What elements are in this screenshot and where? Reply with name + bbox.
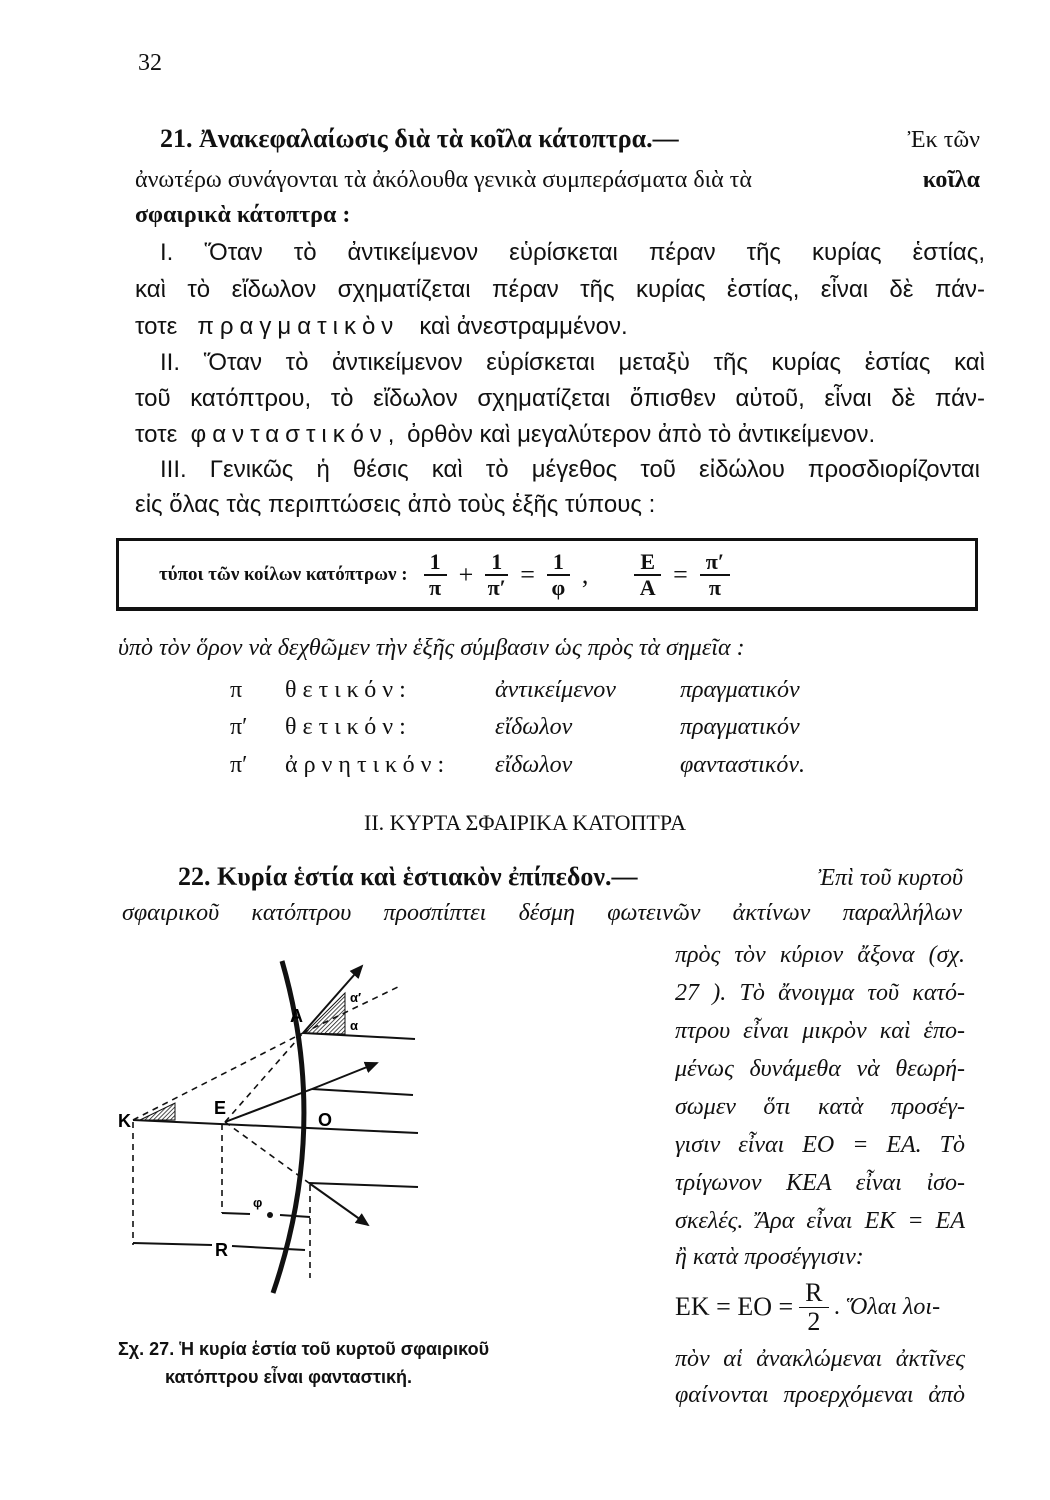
text: Ἐπὶ τοῦ κυρτοῦ — [818, 865, 963, 891]
label-O: O — [318, 1110, 333, 1130]
denominator: 2 — [807, 1306, 821, 1336]
what: εἴδωλον — [495, 752, 573, 778]
figure-caption-line-1: Σχ. 27. Ἡ κυρία ἑστία τοῦ κυρτοῦ σφαιρικοῦ — [118, 1339, 490, 1359]
denominator: π — [708, 575, 721, 600]
text-line: ἢ κατὰ προσέγγισιν: — [675, 1244, 864, 1270]
text: τοτε — [135, 313, 178, 340]
text: ΕΚ = ΕΟ = — [675, 1292, 794, 1321]
denominator: A — [639, 575, 656, 600]
what: ἀντικείμενον — [495, 677, 616, 703]
text-line: σφαιρικοῦ κατόπτρου προσπίπτει δέσμη φωτεινῶν ἀκτίνων παραλλήλων — [122, 900, 962, 926]
label-alpha-prime: α′ — [350, 990, 362, 1005]
text: . Ὅλαι λοι- — [834, 1294, 941, 1320]
equals-sign: = — [520, 560, 535, 589]
text-line: φαίνονται προερχόμεναι ἀπὸ — [675, 1382, 965, 1408]
sign: θετικόν: — [285, 677, 412, 703]
symbol: π′ — [230, 714, 248, 740]
page-number: 32 — [138, 50, 162, 76]
text: τοτε — [135, 421, 178, 448]
what: εἴδωλον — [495, 714, 573, 740]
text: πραγματικὸν — [197, 313, 400, 340]
equals-sign: = — [673, 560, 688, 589]
text-line: πὸν αἱ ἀνακλώμεναι ἀκτῖνες — [675, 1346, 965, 1372]
symbol: π′ — [230, 752, 248, 778]
denominator: π — [429, 575, 442, 600]
denominator: φ — [551, 575, 566, 600]
text-line: σωμεν ὅτι κατὰ προσέγ- — [675, 1094, 965, 1120]
numerator: π′ — [700, 550, 730, 576]
text: ὀρθὸν καὶ μεγαλύτερον ἀπὸ τὸ ἀντικείμενον. — [407, 421, 876, 448]
formula-label: τύποι τῶν κοίλων κατόπτρων : — [159, 564, 408, 585]
text: κοῖλα — [922, 167, 980, 193]
text-line: II. Ὅταν τὸ ἀντικείμενον εὑρίσκεται μεταξὺ τῆς κυρίας ἑστίας καὶ — [160, 349, 985, 376]
numerator: 1 — [547, 550, 570, 576]
text-line: μένως δυνάμεθα νὰ θεωρή- — [675, 1056, 965, 1082]
text-line: 27 ). Τὸ ἄνοιγμα τοῦ κατό- — [675, 980, 965, 1006]
text-line: I. Ὅταν τὸ ἀντικείμενον εὑρίσκεται πέραν τῆς κυρίας ἑστίας, — [160, 239, 985, 266]
numerator: R — [799, 1279, 828, 1308]
kind: φανταστικόν. — [680, 752, 805, 778]
text-line: πρὸς τὸν κύριον ἄξονα (σχ. — [675, 942, 965, 968]
incident-rays — [133, 1033, 418, 1187]
convention-intro: ὑπὸ τὸν ὅρον νὰ δεχθῶμεν τὴν ἑξῆς σύμβασιν ὡς πρὸς τὰ σημεῖα : — [118, 635, 745, 661]
text-line: III. Γενικῶς ἡ θέσις καὶ τὸ μέγεθος τοῦ εἰδώλου προσδιορίζονται — [160, 456, 980, 483]
label-alpha: α — [350, 1018, 358, 1033]
sign: θετικόν: — [285, 714, 412, 740]
section-21-heading: 21. Ἀνακεφαλαίωσις διὰ τὰ κοῖλα κάτοπτρα.— — [160, 124, 679, 153]
text: ἀνωτέρω συνάγονται τὰ ἀκόλουθα γενικὰ συμπεράσματα διὰ τὰ — [135, 167, 752, 193]
text-line: τοῦ κατόπτρου, τὸ εἴδωλον σχηματίζεται ὄπισθεν αὐτοῦ, εἶναι δὲ πάν- — [135, 385, 985, 412]
text-line: τρίγωνον ΚΕΑ εἶναι ἰσο- — [675, 1170, 965, 1196]
text: φανταστικόν, — [190, 421, 401, 448]
label-R: R — [215, 1240, 228, 1260]
text-line: εἰς ὅλας τὰς περιπτώσεις ἀπὸ τοὺς ἑξῆς τύπους : — [135, 491, 656, 518]
plus-sign: + — [458, 560, 474, 589]
text-line: γισιν εἶναι ΕΟ = ΕΑ. Τὸ — [675, 1132, 965, 1158]
symbol: π — [230, 677, 243, 703]
text-line: πτρου εἶναι μικρὸν καὶ ἑπο- — [675, 1018, 965, 1044]
numerator: 1 — [485, 550, 508, 576]
focus-point — [267, 1212, 273, 1218]
figure-caption-line-2: κατόπτρου εἶναι φανταστική. — [165, 1367, 413, 1387]
section-22-heading: 22. Κυρία ἑστία καὶ ἑστιακὸν ἐπίπεδον.— — [178, 862, 638, 891]
numerator: E — [634, 550, 661, 576]
label-A: A — [290, 1006, 303, 1026]
construction-lines — [133, 986, 400, 1278]
angle-at-A — [305, 993, 345, 1034]
label-E: E — [214, 1098, 227, 1118]
sign: ἀρνητικόν: — [285, 752, 451, 778]
kind: πραγματικόν — [680, 677, 800, 703]
text: Ἐκ τῶν — [907, 127, 980, 153]
text-line: καὶ τὸ εἴδωλον σχηματίζεται πέραν τῆς κυρίας ἑστίας, εἶναι δὲ πάν- — [135, 276, 985, 303]
section-title: II. ΚΥΡΤΑ ΣΦΑΙΡΙΚΑ ΚΑΤΟΠΤΡΑ — [364, 810, 686, 835]
comma: , — [581, 560, 589, 589]
numerator: 1 — [424, 550, 447, 576]
label-phi: φ — [253, 1195, 263, 1210]
label-K: K — [118, 1111, 131, 1131]
denominator: π′ — [487, 575, 506, 600]
kind: πραγματικόν — [680, 714, 800, 740]
text: καὶ ἀνεστραμμένον. — [419, 313, 628, 340]
text-line: σκελές. Ἄρα εἶναι ΕΚ = ΕΑ — [675, 1208, 965, 1234]
angle-at-K — [140, 1103, 175, 1120]
text-line: σφαιρικὰ κάτοπτρα : — [135, 202, 351, 228]
